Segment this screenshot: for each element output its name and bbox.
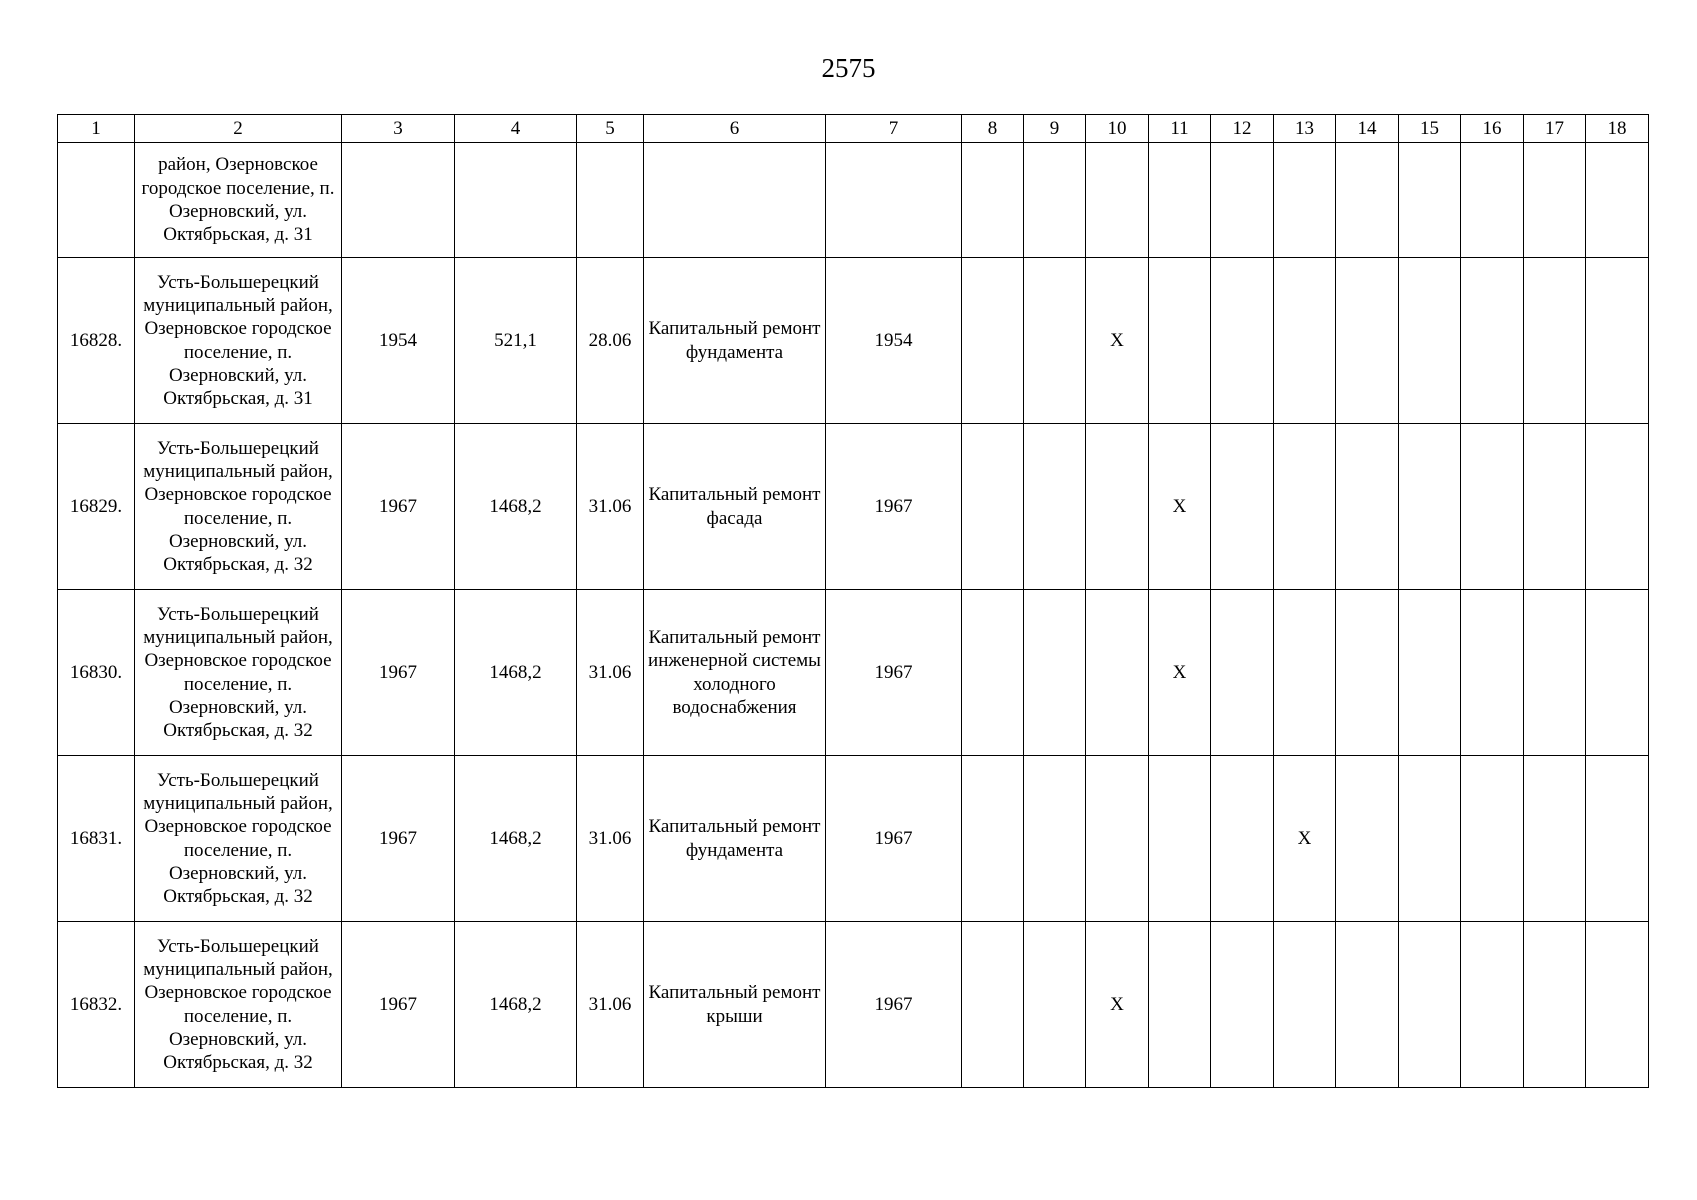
- year-cell: 1967: [342, 756, 455, 922]
- mark-cell: [1024, 590, 1086, 756]
- mark-cell: [1524, 590, 1586, 756]
- work-type-cell: Капитальный ремонт инженерной системы холодного водоснабжения: [644, 590, 826, 756]
- mark-cell: [1336, 424, 1399, 590]
- mark-cell: X: [1086, 258, 1149, 424]
- empty-cell: [644, 143, 826, 258]
- last-repair-year-cell: 1967: [826, 590, 962, 756]
- table-row: [58, 922, 1649, 1088]
- column-header: 16: [1461, 115, 1524, 143]
- mark-cell: [1274, 922, 1336, 1088]
- year-cell: 1967: [342, 922, 455, 1088]
- work-type-cell: Капитальный ремонт фасада: [644, 424, 826, 590]
- column-header: 10: [1086, 115, 1149, 143]
- mark-cell: [1399, 424, 1461, 590]
- mark-cell: X: [1149, 590, 1211, 756]
- last-repair-year-cell: 1954: [826, 258, 962, 424]
- register-table: [57, 114, 1649, 1088]
- address-cell: Усть-Большерецкий муниципальный район, Озерновское городское поселение, п. Озерновский, ул. Октябрьская, д. 32: [135, 590, 342, 756]
- mark-cell: [1149, 756, 1211, 922]
- mark-cell: [962, 756, 1024, 922]
- row-number-cell: 16830.: [58, 590, 135, 756]
- work-type-cell: Капитальный ремонт фундамента: [644, 258, 826, 424]
- mark-cell: [1336, 922, 1399, 1088]
- column-number-header-row: [58, 115, 1649, 143]
- column-header: 5: [577, 115, 644, 143]
- address-cell: Усть-Большерецкий муниципальный район, Озерновское городское поселение, п. Озерновский, ул. Октябрьская, д. 31: [135, 258, 342, 424]
- year-cell: 1967: [342, 424, 455, 590]
- mark-cell: [1149, 258, 1211, 424]
- value-cell: 31.06: [577, 922, 644, 1088]
- area-cell: 1468,2: [455, 922, 577, 1088]
- mark-cell: [1586, 922, 1649, 1088]
- mark-cell: [962, 922, 1024, 1088]
- mark-cell: [1086, 424, 1149, 590]
- value-cell: 31.06: [577, 590, 644, 756]
- mark-cell: [1524, 756, 1586, 922]
- empty-cell: [1524, 143, 1586, 258]
- mark-cell: [1524, 258, 1586, 424]
- mark-cell: [1086, 756, 1149, 922]
- mark-cell: [1211, 756, 1274, 922]
- mark-cell: [1461, 922, 1524, 1088]
- column-header: 13: [1274, 115, 1336, 143]
- mark-cell: X: [1149, 424, 1211, 590]
- mark-cell: [1461, 756, 1524, 922]
- column-header: 1: [58, 115, 135, 143]
- column-header: 17: [1524, 115, 1586, 143]
- empty-cell: [1336, 143, 1399, 258]
- area-cell: 521,1: [455, 258, 577, 424]
- mark-cell: [1586, 258, 1649, 424]
- mark-cell: [962, 590, 1024, 756]
- mark-cell: [1586, 756, 1649, 922]
- value-cell: 31.06: [577, 424, 644, 590]
- continuation-row: [58, 143, 1649, 258]
- row-number-cell: [58, 143, 135, 258]
- table-row: [58, 258, 1649, 424]
- mark-cell: [1524, 922, 1586, 1088]
- column-header: 7: [826, 115, 962, 143]
- mark-cell: [1399, 258, 1461, 424]
- mark-cell: [1586, 590, 1649, 756]
- mark-cell: [1274, 424, 1336, 590]
- mark-cell: [1211, 922, 1274, 1088]
- table-row: [58, 756, 1649, 922]
- column-header: 14: [1336, 115, 1399, 143]
- column-header: 11: [1149, 115, 1211, 143]
- row-number-cell: 16832.: [58, 922, 135, 1088]
- last-repair-year-cell: 1967: [826, 756, 962, 922]
- address-cell: Усть-Большерецкий муниципальный район, Озерновское городское поселение, п. Озерновский, ул. Октябрьская, д. 32: [135, 756, 342, 922]
- column-header: 4: [455, 115, 577, 143]
- mark-cell: X: [1086, 922, 1149, 1088]
- mark-cell: [1024, 756, 1086, 922]
- empty-cell: [455, 143, 577, 258]
- column-header: 12: [1211, 115, 1274, 143]
- last-repair-year-cell: 1967: [826, 424, 962, 590]
- mark-cell: [1211, 258, 1274, 424]
- column-header: 8: [962, 115, 1024, 143]
- mark-cell: [1399, 922, 1461, 1088]
- column-header: 9: [1024, 115, 1086, 143]
- mark-cell: [1336, 590, 1399, 756]
- mark-cell: X: [1274, 756, 1336, 922]
- mark-cell: [1586, 424, 1649, 590]
- empty-cell: [1211, 143, 1274, 258]
- area-cell: 1468,2: [455, 590, 577, 756]
- mark-cell: [1024, 258, 1086, 424]
- mark-cell: [1399, 756, 1461, 922]
- mark-cell: [1336, 258, 1399, 424]
- empty-cell: [342, 143, 455, 258]
- mark-cell: [1274, 590, 1336, 756]
- empty-cell: [1149, 143, 1211, 258]
- mark-cell: [1399, 590, 1461, 756]
- empty-cell: [1024, 143, 1086, 258]
- column-header: 3: [342, 115, 455, 143]
- year-cell: 1954: [342, 258, 455, 424]
- mark-cell: [962, 258, 1024, 424]
- row-number-cell: 16831.: [58, 756, 135, 922]
- mark-cell: [1024, 424, 1086, 590]
- mark-cell: [1461, 590, 1524, 756]
- mark-cell: [1211, 590, 1274, 756]
- mark-cell: [1086, 590, 1149, 756]
- work-type-cell: Капитальный ремонт фундамента: [644, 756, 826, 922]
- year-cell: 1967: [342, 590, 455, 756]
- column-header: 15: [1399, 115, 1461, 143]
- mark-cell: [1461, 424, 1524, 590]
- mark-cell: [1524, 424, 1586, 590]
- column-header: 18: [1586, 115, 1649, 143]
- column-header: 6: [644, 115, 826, 143]
- empty-cell: [826, 143, 962, 258]
- table-row: [58, 590, 1649, 756]
- empty-cell: [962, 143, 1024, 258]
- page-number: 2575: [821, 53, 876, 83]
- column-header: 2: [135, 115, 342, 143]
- empty-cell: [1586, 143, 1649, 258]
- mark-cell: [1274, 258, 1336, 424]
- value-cell: 28.06: [577, 258, 644, 424]
- empty-cell: [1399, 143, 1461, 258]
- mark-cell: [1149, 922, 1211, 1088]
- mark-cell: [1336, 756, 1399, 922]
- mark-cell: [962, 424, 1024, 590]
- empty-cell: [1274, 143, 1336, 258]
- table-row: [58, 424, 1649, 590]
- row-number-cell: 16829.: [58, 424, 135, 590]
- empty-cell: [1086, 143, 1149, 258]
- empty-cell: [1461, 143, 1524, 258]
- address-cell: Усть-Большерецкий муниципальный район, Озерновское городское поселение, п. Озерновский, ул. Октябрьская, д. 32: [135, 922, 342, 1088]
- area-cell: 1468,2: [455, 424, 577, 590]
- mark-cell: [1211, 424, 1274, 590]
- value-cell: 31.06: [577, 756, 644, 922]
- mark-cell: [1461, 258, 1524, 424]
- mark-cell: [1024, 922, 1086, 1088]
- address-cell: район, Озерновское городское поселение, п. Озерновский, ул. Октябрьская, д. 31: [135, 143, 342, 258]
- empty-cell: [577, 143, 644, 258]
- last-repair-year-cell: 1967: [826, 922, 962, 1088]
- area-cell: 1468,2: [455, 756, 577, 922]
- work-type-cell: Капитальный ремонт крыши: [644, 922, 826, 1088]
- row-number-cell: 16828.: [58, 258, 135, 424]
- address-cell: Усть-Большерецкий муниципальный район, Озерновское городское поселение, п. Озерновский, ул. Октябрьская, д. 32: [135, 424, 342, 590]
